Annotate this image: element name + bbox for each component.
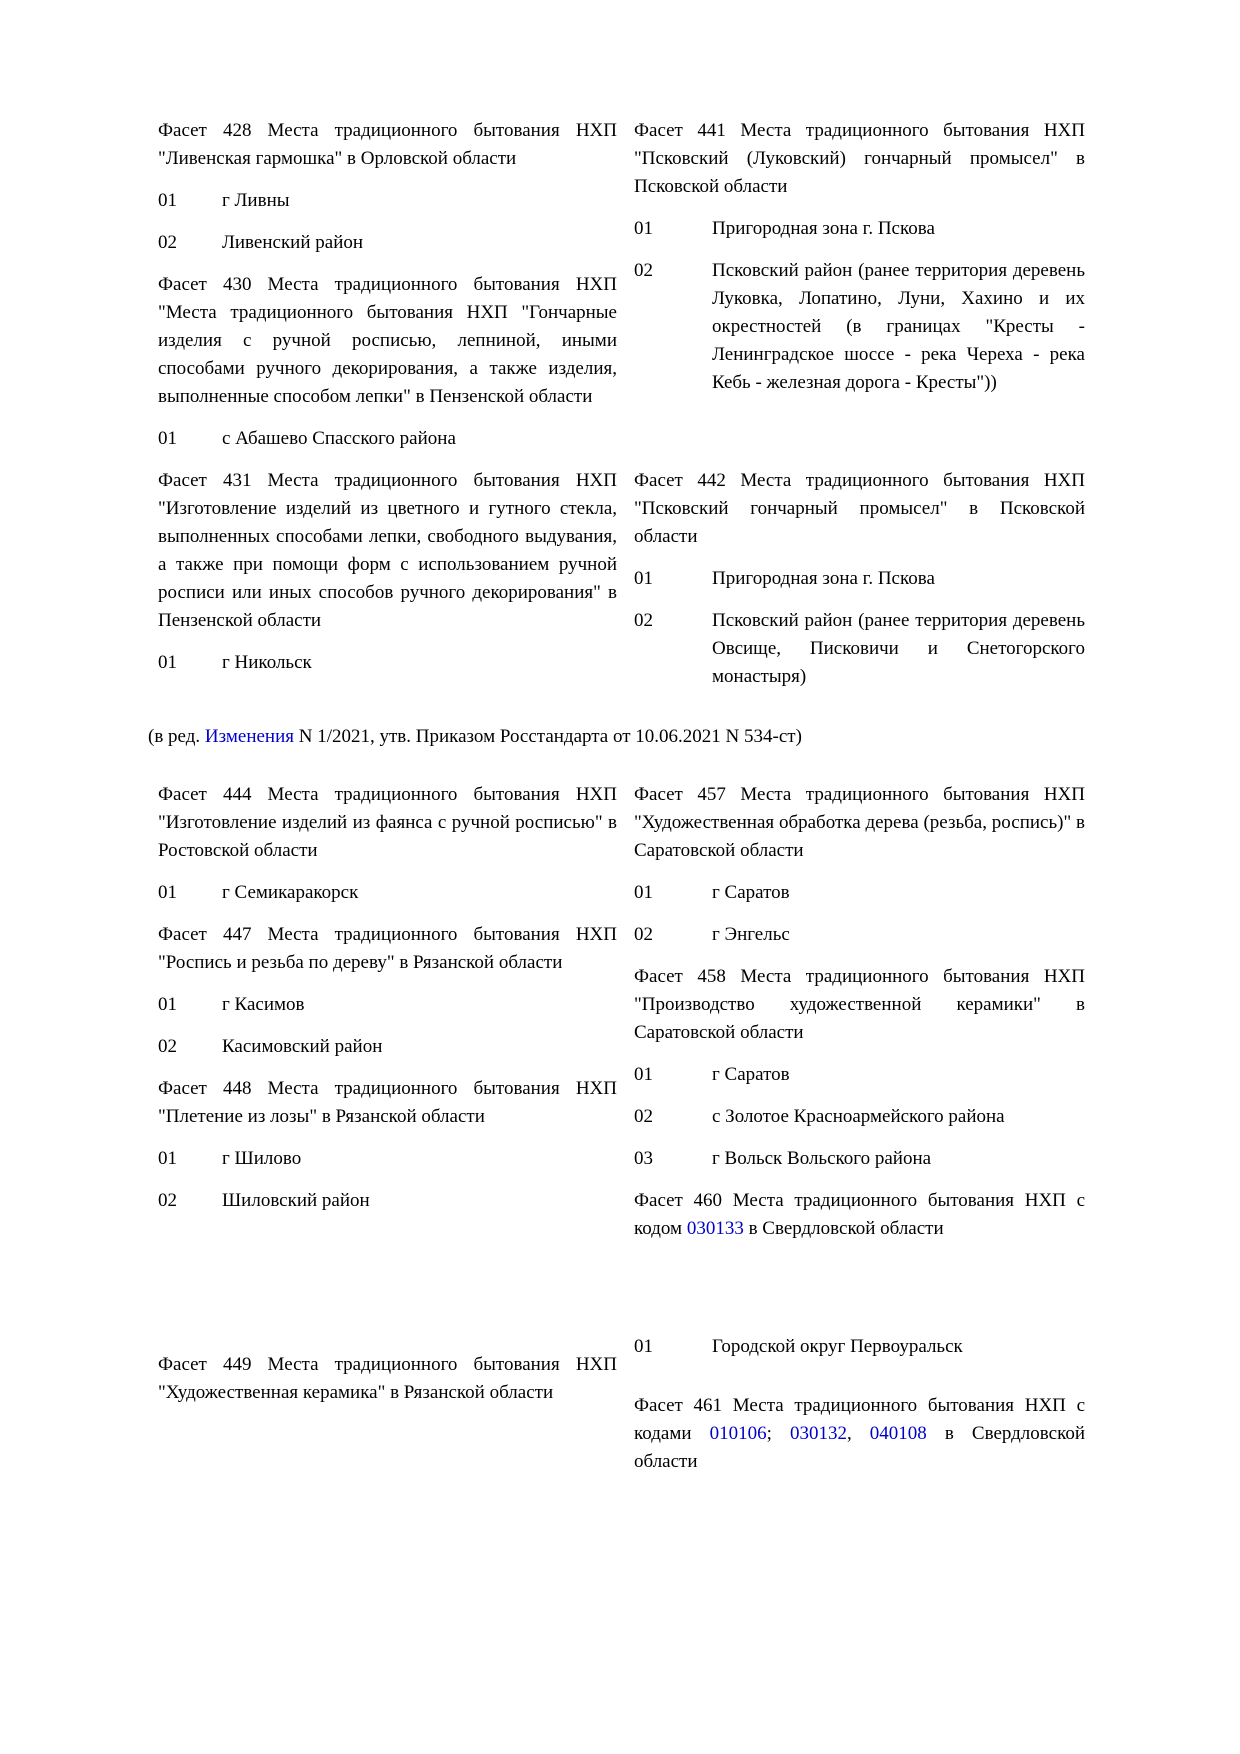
facet-header-430 [158, 271, 617, 411]
item-number: 02 [158, 1190, 177, 1211]
item-number: 01 [158, 994, 177, 1015]
column-left-block-2 [158, 781, 617, 1490]
item-label [712, 879, 1085, 907]
facet-section-428 [158, 117, 617, 257]
item-number: 01 [634, 568, 653, 589]
text-segment: Касимовский район [222, 1036, 383, 1057]
text-segment: N 1/2021, утв. Приказом Росстандарта от 10.06.2021 N 534-ст) [294, 726, 802, 747]
text-segment: Пригородная зона г. Пскова [712, 568, 935, 589]
facet-item [158, 1187, 617, 1215]
facet-section-458 [634, 963, 1085, 1173]
facet-section-461 [634, 1392, 1085, 1476]
item-label [712, 1103, 1085, 1131]
facet-item [634, 565, 1085, 593]
facet-item [158, 425, 617, 453]
text-segment: Фасет 431 Места традиционного бытования НХП "Изготовление изделий из цветного и гутного стекла, выполненных способами лепки, свободного выдувания, а также при помощи форм с использованием ручной росписи или иных способов ручного декорирования" в Пензенской области [158, 470, 617, 631]
text-segment: Фасет 444 Места традиционного бытования НХП "Изготовление изделий из фаянса с ручной росписью" в Ростовской области [158, 784, 617, 861]
text-segment: Фасет 430 Места традиционного бытования НХП "Места традиционного бытования НХП "Гончарные изделия с ручной росписью, лепниной, иными способами ручного декорирования, а также изделия, выполненные способом лепки" в Пензенской области [158, 274, 617, 407]
item-number: 01 [158, 190, 177, 211]
facet-item [634, 921, 1085, 949]
text-segment: , [846, 1423, 870, 1444]
doc-link[interactable]: 030132 [789, 1423, 847, 1444]
facet-header-461 [634, 1392, 1085, 1476]
facet-item [158, 1145, 617, 1173]
text-segment: Городской округ Первоуральск [712, 1336, 963, 1357]
facet-section-457 [634, 781, 1085, 949]
text-segment: г Саратов [712, 1064, 790, 1085]
text-segment: (в ред. [148, 726, 205, 747]
item-label [222, 991, 617, 1019]
item-label [222, 425, 617, 453]
item-label [712, 1145, 1085, 1173]
text-segment: г Энгельс [712, 924, 790, 945]
facet-item [634, 1333, 1085, 1361]
text-segment: Ливенский район [222, 232, 364, 253]
text-segment: Фасет 428 Места традиционного бытования НХП "Ливенская гармошка" в Орловской области [158, 120, 617, 169]
doc-link[interactable]: Изменения [204, 726, 294, 747]
item-label [712, 1061, 1085, 1089]
item-label [712, 1333, 1085, 1361]
text-segment: с Золотое Красноармейского района [712, 1106, 1005, 1127]
text-segment: Фасет 447 Места традиционного бытования НХП "Роспись и резьба по дереву" в Рязанской области [158, 924, 617, 973]
item-label [222, 1187, 617, 1215]
facet-section-447 [158, 921, 617, 1061]
facet-item [158, 229, 617, 257]
text-segment: в Свердловской области [743, 1218, 944, 1239]
facet-section-444 [158, 781, 617, 907]
item-number: 02 [158, 1036, 177, 1057]
item-number: 02 [634, 610, 653, 631]
item-number: 02 [634, 1106, 653, 1127]
item-number: 02 [634, 260, 653, 281]
text-segment: г Касимов [222, 994, 305, 1015]
text-segment: Фасет 449 Места традиционного бытования НХП "Художественная керамика" в Рязанской области [158, 1354, 617, 1403]
item-number: 02 [634, 924, 653, 945]
facet-item [158, 649, 617, 677]
item-number: 01 [634, 1064, 653, 1085]
text-segment: Фасет 460 Места традиционного бытования НХП с кодом [634, 1190, 1085, 1239]
text-segment: Пригородная зона г. Пскова [712, 218, 935, 239]
text-segment: Фасет 458 Места традиционного бытования НХП "Производство художественной керамики" в Саратовской области [634, 966, 1085, 1043]
facet-header-447 [158, 921, 617, 977]
amendment-note [148, 723, 1085, 751]
facet-header-431 [158, 467, 617, 635]
facet-section-430 [158, 271, 617, 453]
column-right-block-2 [634, 781, 1085, 1490]
item-number: 01 [634, 218, 653, 239]
item-label [222, 187, 617, 215]
facet-item [634, 215, 1085, 243]
item-number: 03 [634, 1148, 653, 1169]
item-label [222, 1145, 617, 1173]
text-segment: г Саратов [712, 882, 790, 903]
text-segment: г Ливны [222, 190, 290, 211]
doc-link[interactable]: 010106 [709, 1423, 767, 1444]
facet-item [158, 879, 617, 907]
item-label [712, 215, 1085, 243]
item-label [712, 257, 1085, 397]
text-segment: г Никольск [222, 652, 312, 673]
facet-section-449 [158, 1351, 617, 1407]
facet-item [634, 1061, 1085, 1089]
column-right-block-1 [634, 117, 1085, 705]
facet-section-441 [634, 117, 1085, 397]
facet-header-442 [634, 467, 1085, 551]
text-segment: ; [766, 1423, 790, 1444]
facet-item [158, 991, 617, 1019]
item-number: 01 [634, 1336, 653, 1357]
facet-item [634, 879, 1085, 907]
facet-header-458 [634, 963, 1085, 1047]
facet-item [634, 607, 1085, 691]
text-segment: Шиловский район [222, 1190, 370, 1211]
facet-item [634, 257, 1085, 397]
facet-section-442 [634, 467, 1085, 691]
doc-link[interactable]: 040108 [869, 1423, 927, 1444]
facet-item [158, 1033, 617, 1061]
facet-item [158, 187, 617, 215]
item-number: 01 [158, 652, 177, 673]
facet-header-449 [158, 1351, 617, 1407]
item-label [222, 229, 617, 257]
facet-item [634, 1145, 1085, 1173]
facet-section-448 [158, 1075, 617, 1215]
item-label [222, 649, 617, 677]
facet-header-460 [634, 1187, 1085, 1243]
facet-header-448 [158, 1075, 617, 1131]
column-left-block-1 [158, 117, 617, 705]
item-number: 02 [158, 232, 177, 253]
facet-section-460 [634, 1187, 1085, 1361]
text-segment: Фасет 442 Места традиционного бытования НХП "Псковский гончарный промысел" в Псковской области [634, 470, 1085, 547]
text-segment: Псковский район (ранее территория деревень Овсище, Писковичи и Снетогорского монастыря) [712, 610, 1085, 687]
facet-section-431 [158, 467, 617, 677]
item-number: 01 [158, 882, 177, 903]
item-label [712, 921, 1085, 949]
item-label [712, 607, 1085, 691]
item-number: 01 [634, 882, 653, 903]
item-number: 01 [158, 428, 177, 449]
text-segment: с Абашево Спасского района [222, 428, 456, 449]
facet-header-428 [158, 117, 617, 173]
text-segment: Фасет 448 Места традиционного бытования НХП "Плетение из лозы" в Рязанской области [158, 1078, 617, 1127]
item-label [222, 879, 617, 907]
facet-header-457 [634, 781, 1085, 865]
doc-link[interactable]: 030133 [686, 1218, 744, 1239]
columns-block-1 [158, 117, 1085, 705]
columns-block-2 [158, 781, 1085, 1490]
text-segment: г Семикаракорск [222, 882, 359, 903]
text-segment: Фасет 441 Места традиционного бытования НХП "Псковский (Луковский) гончарный промысел" в Псковской области [634, 120, 1085, 197]
facet-header-444 [158, 781, 617, 865]
item-label [712, 565, 1085, 593]
text-segment: в Свердловской области [634, 1423, 1085, 1472]
text-segment: Фасет 457 Места традиционного бытования НХП "Художественная обработка дерева (резьба, роспись)" в Саратовской области [634, 784, 1085, 861]
facet-header-441 [634, 117, 1085, 201]
text-segment: Фасет 461 Места традиционного бытования НХП с кодами [634, 1395, 1085, 1444]
item-number: 01 [158, 1148, 177, 1169]
facet-item [634, 1103, 1085, 1131]
text-segment: Псковский район (ранее территория деревень Луковка, Лопатино, Луни, Хахино и их окрестностей (в границах "Кресты - Ленинградское шоссе - река Череха - река Кебь - железная дорога - Кресты")) [712, 260, 1085, 393]
text-segment: г Шилово [222, 1148, 302, 1169]
item-label [222, 1033, 617, 1061]
text-segment: г Вольск Вольского района [712, 1148, 932, 1169]
